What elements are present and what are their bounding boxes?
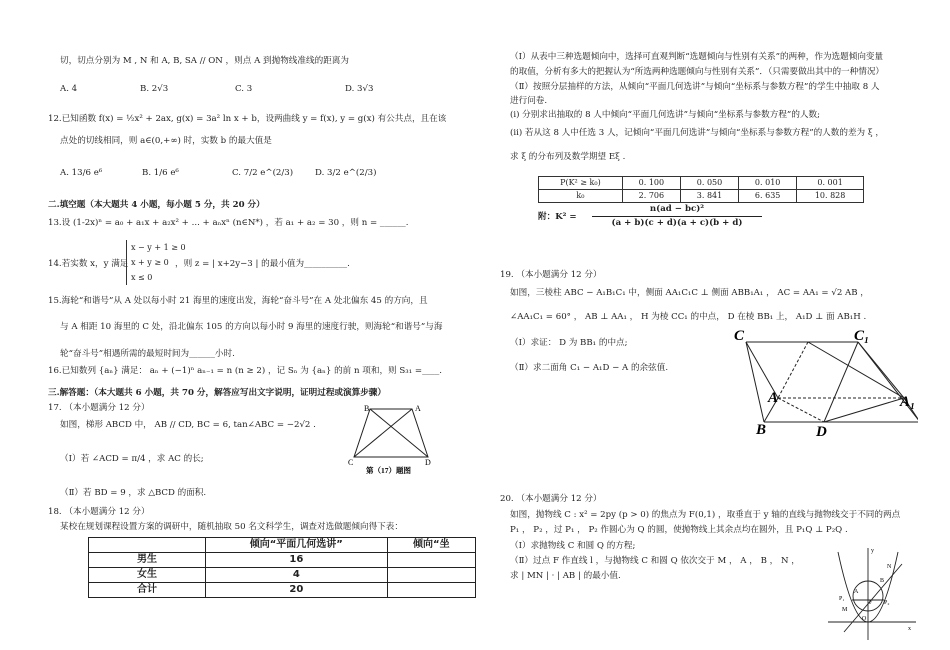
q18-part1: （Ⅰ）从表中三种选题倾向中，选择可直观判断“选题倾向与性别有关系”的两种，作为选题倾向变量 — [510, 52, 884, 62]
k-table-r2-c3: 3. 841 — [680, 190, 738, 203]
q17-head: 17. （本小题满分 12 分） — [48, 403, 150, 413]
q12-line2: 点处的切线相同，则 a∈(0,+∞) 时，实数 b 的最大值是 — [60, 136, 272, 146]
q19-line2: ∠AA₁C₁ = 60° ， AB ⊥ AA₁ ， H 为棱 CC₁ 的中点， D 在棱 BB₁ 上， A₁D ⊥ 面 AB₁H . — [510, 312, 867, 322]
q18-part2: （Ⅱ）按照分层抽样的方法，从倾向“平面几何选讲”与倾向“坐标系与参数方程”的学生中抽取 8 人 — [510, 82, 880, 92]
q19-line1: 如图，三棱柱 ABC − A₁B₁C₁ 中，侧面 AA₁C₁C ⊥ 侧面 ABB₁A₁ ， AC = AA₁ = √2 AB ， — [510, 288, 869, 298]
q17-caption: 第（17）题图 — [366, 466, 411, 475]
q18-part1-cont: 的取值，分析有多大的把握认为“所选两种选题倾向与性别有关系”．（只需要做出其中的一种情况） — [510, 67, 885, 77]
q11-option-b: B. 2√3 — [140, 84, 169, 94]
q18-row-female-coordinate — [387, 568, 475, 583]
q18-part2-sub3: 求 ξ 的分布列及数学期望 Eξ . — [510, 152, 626, 162]
k-formula-denominator: (a + b)(c + d)(a + c)(b + d) — [611, 218, 743, 228]
q17-part2: （Ⅱ）若 BD = 9 ，求 △BCD 的面积. — [60, 488, 207, 498]
q11-option-a: A. 4 — [60, 84, 78, 94]
q20-label-b: B — [880, 578, 885, 584]
q11-option-c: C. 3 — [235, 84, 253, 94]
k-formula-label: 附：K² = — [538, 212, 577, 222]
q18-row-female-label: 女生 — [89, 568, 206, 583]
k-table-r1-c5: 0. 001 — [797, 177, 864, 190]
q12-option-d: D. 3/2 e^(2/3) — [315, 168, 377, 178]
q18-selection-table — [88, 537, 476, 598]
k-table-r1-c3: 0. 050 — [680, 177, 738, 190]
q12-option-c: C. 7/2 e^(2/3) — [232, 168, 294, 178]
q18-row-male-geometry: 16 — [206, 553, 388, 568]
q15-line2: 与 A 相距 10 海里的 C 处，沿北偏东 105 的方向以每小时 9 海里的速度行驶，则海轮“和谐号”与海 — [60, 322, 443, 332]
q15-line1: 15.海轮“和谐号”从 A 处以每小时 21 海里的速度出发，海轮“奋斗号”在 A 处北偏东 45 的方向，且 — [48, 296, 428, 306]
q18-part2-sub2: (ⅱ) 若从这 8 人中任选 3 人，记倾向“平面几何选讲”与倾向“坐标系与参数方程”的人数的差为 ξ ， — [510, 128, 884, 138]
q20-label-p2: P₂ — [884, 600, 890, 606]
q18-row-female-geometry: 4 — [206, 568, 388, 583]
q19-label-c: C — [734, 328, 745, 344]
q19-label-c1: C₁ — [854, 328, 870, 344]
q20-label-y: y — [871, 548, 874, 554]
q17-label-c: C — [348, 458, 354, 467]
q20-part2-cont: 求 | MN | · | AB | 的最小值. — [510, 571, 621, 581]
section3-title: 三.解答题：（本大题共 6 小题，共 70 分，解答应写出文字说明，证明过程或演算步骤） — [48, 388, 386, 398]
q20-label-f: F — [869, 600, 873, 606]
q20-line1: 如图，抛物线 C : x² = 2py (p > 0) 的焦点为 F(0,1) ，取垂直于 y 轴的直线与抛物线交于不同的两点 — [510, 510, 901, 520]
k-formula-numerator: n(ad − bc)² — [592, 204, 762, 217]
q14-post: ，则 z = | x+2y−3 | 的最小值为__________. — [175, 259, 350, 269]
q20-label-p1: P₁ — [839, 596, 845, 602]
q20-label-n: N — [887, 564, 892, 570]
q19-label-d: D — [816, 424, 827, 438]
q20-head: 20. （本小题满分 12 分） — [500, 494, 602, 504]
q11-tail: 切，切点分别为 M , N 和 A, B, SA // ON ，则点 A 到抛物线准线的距离为 — [60, 56, 349, 66]
q12-option-a: A. 13/6 e⁶ — [60, 168, 103, 178]
q19-label-b: B — [756, 422, 767, 438]
section2-title: 二.填空题（本大题共 4 小题，每小题 5 分，共 20 分） — [48, 200, 265, 210]
q11-option-d: D. 3√3 — [345, 84, 374, 94]
q20-label-o: O — [862, 616, 867, 622]
q17-label-a: A — [415, 404, 421, 413]
q20-part1: （Ⅰ）求抛物线 C 和圆 Q 的方程; — [510, 541, 636, 551]
q17-line1: 如图，梯形 ABCD 中， AB // CD, BC = 6, tan∠ABC = −2√2 . — [60, 420, 316, 430]
q12-option-b: B. 1/6 e⁶ — [142, 168, 179, 178]
q14-ineq-2: x + y ≥ 0 — [131, 258, 169, 267]
q17-label-b: B — [364, 404, 370, 413]
q18-table-header-geometry: 倾向“平面几何选讲” — [206, 538, 388, 553]
q18-head: 18. （本小题满分 12 分） — [48, 507, 150, 517]
q12-line1: 12.已知函数 f(x) = ½x² + 2ax, g(x) = 3a² ln x + b，设两曲线 y = f(x), y = g(x) 有公共点，且在该 — [48, 114, 447, 124]
q14-pre: 14.若实数 x，y 满足 — [48, 259, 129, 269]
q18-row-total-coordinate — [387, 583, 475, 598]
k-table-r2-c2: 2. 706 — [622, 190, 680, 203]
q17-trapezoid-figure — [348, 403, 433, 475]
q19-part1: （Ⅰ）求证： D 为 BB₁ 的中点; — [510, 338, 628, 348]
k-table-r2-c1: k₀ — [539, 190, 623, 203]
q18-part2-cont: 进行问卷. — [510, 96, 548, 106]
q20-line2: P₁ ， P₂ ，过 P₁ ， P₂ 作圆心为 Q 的圆，使抛物线上其余点均在圆外，且 P₁Q ⊥ P₂Q . — [510, 525, 848, 535]
q15-line3: 轮“奋斗号”相遇所需的最短时间为______小时. — [60, 349, 235, 359]
q17-label-d: D — [425, 458, 431, 467]
q14-ineq-1: x − y + 1 ≥ 0 — [131, 243, 186, 252]
k-table-r1-c1: P(K² ≥ k₀) — [539, 177, 623, 190]
k-table-r2-c4: 6. 635 — [739, 190, 797, 203]
k-table-r1-c4: 0. 010 — [739, 177, 797, 190]
q20-label-x: x — [908, 626, 911, 632]
q18-row-male-coordinate — [387, 553, 475, 568]
q16: 16.已知数列 {aₙ} 满足： aₙ + (−1)ⁿ aₙ₋₁ = n (n ≥ 2) ，记 Sₙ 为 {aₙ} 的前 n 项和，则 S₃₁ =____. — [48, 366, 442, 376]
q19-label-a: A — [768, 390, 779, 406]
q20-part2: （Ⅱ）过点 F 作直线 l ，与抛物线 C 和圆 Q 依次交于 M ， A ， B ， N ， — [510, 556, 800, 566]
q20-label-m: M — [842, 607, 848, 613]
k-square-table — [538, 176, 864, 203]
q18-table-header-empty — [89, 538, 206, 553]
q14-ineq-3: x ≤ 0 — [131, 273, 153, 282]
q19-part2: （Ⅱ）求二面角 C₁ − A₁D − A 的余弦值. — [510, 363, 669, 373]
k-table-r1-c2: 0. 100 — [622, 177, 680, 190]
q18-row-total-geometry: 20 — [206, 583, 388, 598]
k-table-r2-c5: 10. 828 — [797, 190, 864, 203]
q19-head: 19. （本小题满分 12 分） — [500, 270, 602, 280]
q18-part2-sub1: (ⅰ) 分别求出抽取的 8 人中倾向“平面几何选讲”与倾向“坐标系与参数方程”的人数; — [510, 110, 820, 120]
q20-parabola-figure — [824, 542, 920, 642]
q18-line1: 某校在规划课程设置方案的调研中，随机抽取 50 名文科学生，调查对选做题倾向得下表： — [60, 522, 403, 532]
q18-table-header-coordinate: 倾向“坐 — [387, 538, 475, 553]
q19-label-a1: A₁ — [900, 394, 916, 410]
q17-part1: （Ⅰ）若 ∠ACD = π/4 ，求 AC 的长; — [60, 454, 204, 464]
q13: 13.设 (1-2x)ⁿ = a₀ + a₁x + a₂x² + ... + aₙxⁿ (n∈N*) ，若 a₁ + a₂ = 30 ，则 n = ______. — [48, 218, 409, 228]
q18-row-total-label: 合计 — [89, 583, 206, 598]
q20-label-a: A — [854, 589, 859, 595]
q19-prism-figure — [728, 326, 918, 438]
q18-row-male-label: 男生 — [89, 553, 206, 568]
